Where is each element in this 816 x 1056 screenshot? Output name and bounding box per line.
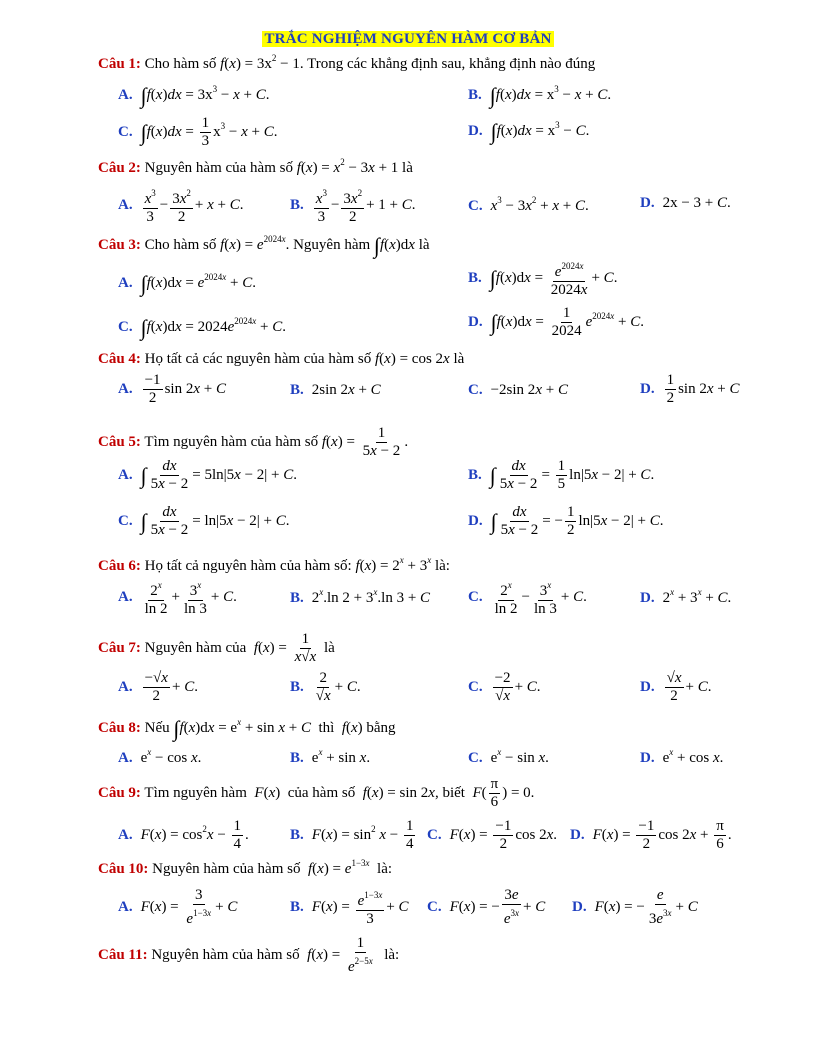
option-5a[interactable]: A. ∫ $\frac{dx}{5x - 2}$ = 5ln|5x − 2| + C. (118, 458, 298, 492)
option-8d[interactable]: D. $e^x + \cos x$. (640, 747, 724, 766)
option-10d[interactable]: D. F(x) = − $\frac{e}{3e^{3x}}$ + C (572, 887, 698, 927)
option-2a[interactable]: A. $\frac{x^3}{3}$ − $\frac{3x^2}{2}$ + x + C. (118, 185, 244, 226)
question-6: Câu 6: Họ tất cả nguyên hàm của hàm số: $f(x) = 2^x + 3^x$ là: (98, 555, 450, 574)
question-8: Câu 8: Nếu $\int f(x)dx = e^x + \sin x + C$ thì f(x) bằng (98, 716, 396, 741)
option-10a[interactable]: A. F(x) = $\frac{3}{e^{1-3x}}$ + C (118, 887, 238, 927)
title-wrap (0, 30, 816, 48)
option-4d[interactable]: D. $\frac{1}{2}$ sin 2x + C (640, 372, 740, 406)
option-1a[interactable]: A. $\int f(x)dx = 3x^3 - x + C$. (118, 83, 270, 108)
option-5c[interactable]: C. ∫ $\frac{dx}{5x - 2}$ = ln|5x − 2| + C. (118, 504, 290, 538)
question-4: Câu 4: Họ tất cả các nguyên hàm của hàm số f(x) = cos 2x là (98, 351, 465, 367)
question-label: Câu 1: (98, 56, 141, 72)
option-6c[interactable]: C. $\frac{2^x}{\ln 2}$ − $\frac{3^x}{\ln 3}$ + C. (468, 577, 587, 618)
option-4c[interactable]: C. −2sin 2x + C (468, 382, 568, 398)
option-4a[interactable]: A. $\frac{-1}{2}$ sin 2x + C (118, 372, 226, 406)
question-1: Câu 1: Cho hàm số $f(x) = 3x^2 - 1$. Trong các khẳng định sau, khẳng định nào đúng (98, 53, 596, 72)
question-11: Câu 11: Nguyên hàm của hàm số f(x) = $\frac{1}{e^{2-5x}}$ là: (98, 935, 400, 975)
question-2: Câu 2: Nguyên hàm của hàm số $f(x) = x^2 - 3x + 1$ là (98, 157, 413, 176)
option-10b[interactable]: B. F(x) = $\frac{e^{1-3x}}{3}$ + C (290, 887, 409, 928)
option-1c[interactable]: C. ∫f(x)dx = $\frac{1}{3}$ $x^3 - x + C$. (118, 115, 278, 149)
option-7a[interactable]: A. $\frac{-√x}{2}$ + C. (118, 670, 198, 704)
option-1d[interactable]: D. $\int f(x)dx = x^3 - C$. (468, 119, 590, 144)
option-9a[interactable]: A. $F(x) = \cos^2x$ − $\frac{1}{4}$ . (118, 818, 249, 852)
page-title: TRẮC NGHIỆM NGUYÊN HÀM CƠ BẢN (264, 31, 552, 47)
option-5d[interactable]: D. ∫ $\frac{dx}{5x - 2}$ = − $\frac{1}{2}$ ln|5x − 2| + C. (468, 504, 664, 538)
option-8b[interactable]: B. $e^x + \sin x$. (290, 747, 371, 766)
question-5: Câu 5: Tìm nguyên hàm của hàm số f(x) = $\frac{1}{5x - 2}$ . (98, 425, 409, 459)
option-1b[interactable]: B. $\int f(x)dx = x^3 - x + C$. (468, 83, 612, 108)
option-9d[interactable]: D. F(x) = $\frac{-1}{2}$ cos 2x + $\frac{\pi}{6}$ . (570, 818, 732, 852)
question-7: Câu 7: Nguyên hàm của f(x) = $\frac{1}{x√x}$ là (98, 631, 335, 665)
option-5b[interactable]: B. ∫ $\frac{dx}{5x - 2}$ = $\frac{1}{5}$ ln|5x − 2| + C. (468, 458, 655, 492)
option-3c[interactable]: C. $\int f(x)dx = 2024e^{2024x} + C$. (118, 315, 287, 340)
question-9: Câu 9: Tìm nguyên hàm F(x) của hàm số f(x) = sin 2x, biết F( $\frac{\pi}{6}$ ) = 0. (98, 776, 535, 810)
option-3b[interactable]: B. ∫f(x)dx = $\frac{e^{2024x}}{2024x}$ + C. (468, 258, 617, 299)
option-2b[interactable]: B. $\frac{x^3}{3}$ − $\frac{3x^2}{2}$ + 1 + C. (290, 185, 416, 226)
option-7b[interactable]: B. $\frac{2}{√x}$ + C. (290, 670, 361, 704)
option-4b[interactable]: B. 2sin 2x + C (290, 382, 381, 398)
option-8a[interactable]: A. $e^x - \cos x$. (118, 747, 202, 766)
option-9c[interactable]: C. F(x) = $\frac{-1}{2}$ cos 2x. (427, 818, 558, 852)
option-6d[interactable]: D. $2^x + 3^x + C$. (640, 587, 732, 606)
option-6a[interactable]: A. $\frac{2^x}{\ln 2}$ + $\frac{3^x}{\ln 3}$ + C. (118, 577, 237, 618)
question-3: Câu 3: Cho hàm số $f(x) = e^{2024x}$. Nguyên hàm ∫f(x)dx là (98, 233, 430, 258)
option-2d[interactable]: D. 2x − 3 + C. (640, 195, 731, 211)
option-8c[interactable]: C. $e^x - \sin x$. (468, 747, 549, 766)
question-10: Câu 10: Nguyên hàm của hàm số $f(x) = e^{1-3x}$ là: (98, 858, 393, 877)
option-7c[interactable]: C. $\frac{-2}{√x}$ + C. (468, 670, 541, 704)
option-6b[interactable]: B. 2$^x$.ln $2 + 3^x.\ln$ 3 + C (290, 587, 431, 606)
option-9b[interactable]: B. $F(x) = \sin^2 x$ − $\frac{1}{4}$ (290, 818, 414, 852)
option-10c[interactable]: C. F(x) = − $\frac{3e}{e^{3x}}$ + C (427, 887, 546, 927)
option-3d[interactable]: D. ∫f(x)dx = $\frac{1}{2024}$ $e^{2024x} + C$. (468, 305, 645, 339)
option-2c[interactable]: C. $x^3 - 3x^2 + x + C$. (468, 195, 589, 214)
option-7d[interactable]: D. $\frac{√x}{2}$ + C. (640, 670, 712, 704)
option-3a[interactable]: A. $\int f(x)dx = e^{2024x} + C$. (118, 271, 257, 296)
